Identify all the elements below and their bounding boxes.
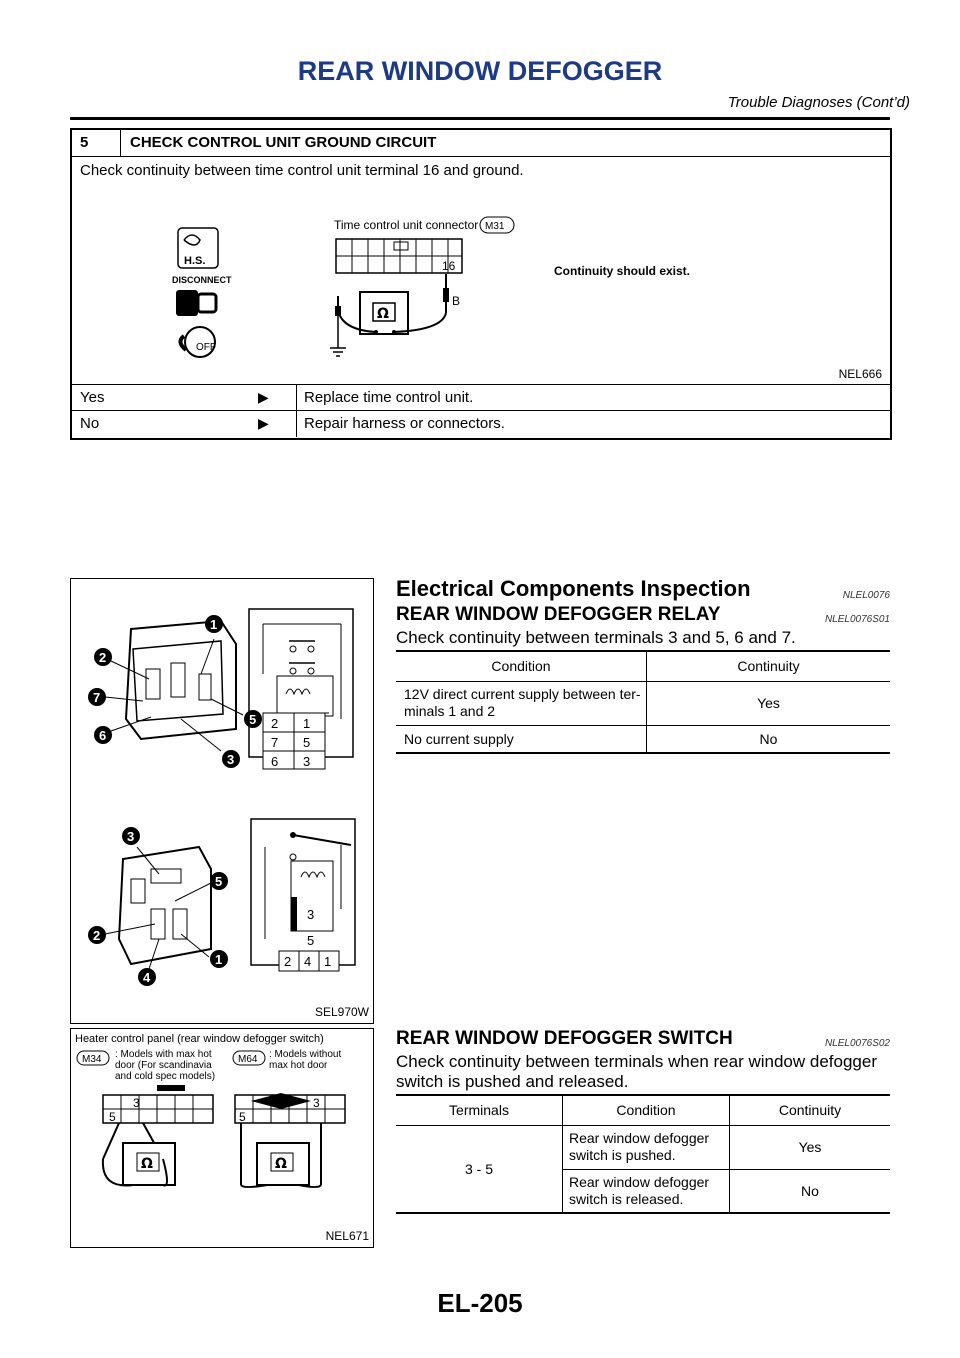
svg-text:3: 3 — [313, 1096, 320, 1110]
switch-instruction: Check continuity between terminals when rear window defogger switch is pushed and released. — [396, 1052, 877, 1091]
svg-text:3: 3 — [227, 752, 235, 767]
svg-text:7: 7 — [271, 735, 279, 750]
svg-text:5: 5 — [303, 735, 311, 750]
svg-text:5: 5 — [239, 1110, 246, 1124]
ignition-off-icon — [180, 327, 216, 357]
connector-label: Time control unit connector — [334, 218, 479, 232]
disconnect-label: DISCONNECT — [172, 275, 232, 285]
svg-text:6: 6 — [99, 728, 107, 743]
svg-text:Ω: Ω — [141, 1156, 153, 1172]
svg-text:3: 3 — [307, 907, 315, 922]
svg-text:5: 5 — [307, 933, 315, 948]
connector-code-m34: M34 — [82, 1054, 102, 1065]
step-instruction: Check continuity between time control unit terminal 16 and ground. — [80, 162, 524, 179]
svg-text:3: 3 — [133, 1096, 140, 1110]
m34-description: : Models with max hot door (For scandinavia and cold spec models) — [115, 1049, 216, 1082]
continuity-note: Continuity should exist. — [554, 264, 691, 278]
svg-text:1: 1 — [303, 716, 311, 731]
switch-figure-title: Heater control panel (rear window defogger switch) — [75, 1033, 324, 1045]
svg-text:5: 5 — [249, 712, 257, 727]
svg-text:1: 1 — [215, 952, 223, 967]
relay-code: NLEL0076S01 — [824, 614, 890, 625]
switch-figure — [70, 1028, 374, 1248]
relay-figure-code: SEL970W — [314, 1005, 369, 1019]
ohmmeter-icon — [360, 292, 408, 334]
svg-text:Ω: Ω — [377, 306, 389, 322]
svg-text:3: 3 — [127, 829, 135, 844]
ground-symbol-icon — [330, 348, 346, 356]
svg-text:2: 2 — [271, 716, 279, 731]
svg-text:5: 5 — [109, 1110, 116, 1124]
section-title: Electrical Components Inspection — [396, 576, 751, 601]
svg-text:3: 3 — [303, 754, 311, 769]
switch-code: NLEL0076S02 — [824, 1038, 890, 1049]
svg-text:2: 2 — [284, 954, 292, 969]
relay-figure — [70, 578, 374, 1024]
step-title: CHECK CONTROL UNIT GROUND CIRCUIT — [130, 134, 437, 151]
svg-text:2: 2 — [99, 650, 107, 665]
svg-text:4: 4 — [304, 954, 312, 969]
table-row: Rear window defogger switch is released. No — [396, 1169, 890, 1213]
svg-text:1: 1 — [324, 954, 332, 969]
terminal-16-label: 16 — [442, 259, 456, 273]
table-row: No current supply No — [396, 725, 890, 753]
svg-text:7: 7 — [93, 690, 101, 705]
svg-text:4: 4 — [143, 970, 151, 985]
svg-text:6: 6 — [271, 754, 279, 769]
table-row: 3 - 5 Rear window defogger switch is pushed. Yes — [396, 1125, 890, 1169]
result-row-yes: Yes ▶ Replace time control unit. — [72, 384, 890, 411]
relay-title: REAR WINDOW DEFOGGER RELAY — [396, 604, 721, 625]
relay-table: Condition Continuity 12V direct current supply between ter- minals 1 and 2 Yes No current supply No — [396, 650, 890, 754]
disconnect-icon — [176, 290, 216, 316]
result-row-no: No ▶ Repair harness or connectors. — [72, 410, 890, 437]
step-header-row — [72, 130, 890, 157]
connector-code: M31 — [485, 221, 505, 232]
wire-color-label: B — [452, 294, 461, 308]
hs-label: H.S. — [184, 255, 206, 267]
svg-text:5: 5 — [215, 874, 223, 889]
off-label: OFF — [196, 342, 216, 353]
section-code: NLEL0076 — [842, 590, 890, 601]
hs-icon — [178, 228, 218, 268]
switch-figure-code: NEL671 — [325, 1229, 369, 1243]
page-header-title: REAR WINDOW DEFOGGER — [297, 56, 663, 86]
inspection-section — [396, 576, 890, 648]
svg-text:Ω: Ω — [275, 1156, 287, 1172]
svg-text:1: 1 — [210, 617, 218, 632]
header-rule — [70, 117, 890, 120]
relay-instruction: Check continuity between terminals 3 and 5, 6 and 7. — [396, 628, 796, 647]
figure-code: NEL666 — [838, 367, 882, 381]
arrow-icon: ▶ — [258, 415, 269, 431]
svg-text:2: 2 — [93, 928, 101, 943]
step-number: 5 — [80, 134, 89, 151]
diagnostic-step-box — [70, 128, 892, 440]
m64-description: : Models without max hot door — [269, 1049, 342, 1071]
table-row: 12V direct current supply between ter- minals 1 and 2 Yes — [396, 681, 890, 725]
switch-title: REAR WINDOW DEFOGGER SWITCH — [396, 1028, 733, 1049]
arrow-icon: ▶ — [258, 389, 269, 405]
switch-section — [396, 1028, 890, 1092]
switch-table: Terminals Condition Continuity 3 - 5 Rear window defogger switch is pushed. Yes Rear window defogger switch is released. No — [396, 1094, 890, 1214]
page-number: EL-205 — [437, 1288, 523, 1318]
page-header-subtitle: Trouble Diagnoses (Cont’d) — [727, 94, 910, 111]
connector-code-m64: M64 — [238, 1054, 258, 1065]
ground-circuit-figure — [162, 210, 782, 360]
